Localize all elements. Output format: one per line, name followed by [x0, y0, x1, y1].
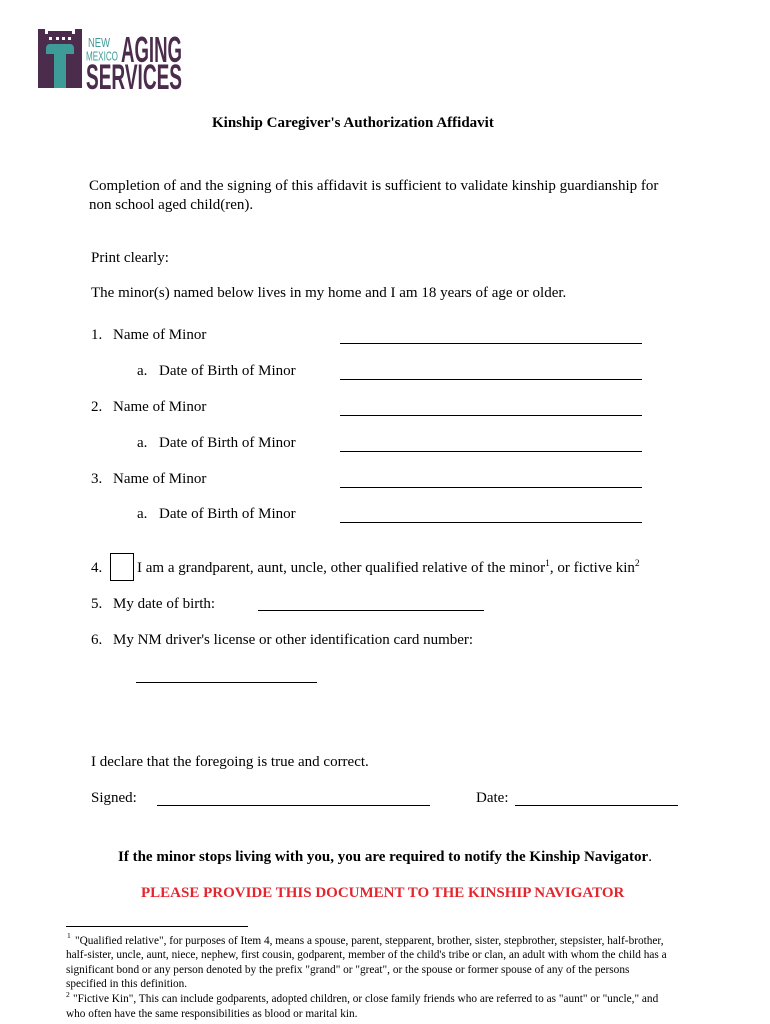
signature-field[interactable]	[157, 789, 430, 806]
logo-word-mexico: MEXICO	[86, 48, 118, 64]
relative-statement-text-end: , or fictive kin	[549, 560, 635, 576]
relative-statement	[137, 559, 640, 577]
building-parapet-center	[48, 31, 72, 35]
residence-statement: The minor(s) named below lives in my home and I am 18 years of age or older.	[91, 285, 567, 301]
footnote-1-number: 1	[67, 931, 71, 940]
notify-notice	[118, 848, 652, 866]
footnote-1-line-3: significant bond or any person denoted by the prefix "grand" or "great", or the spouse or former spouse of any of the persons	[66, 964, 630, 976]
date-label: Date:	[476, 790, 509, 806]
minor-1-name-label: Name of Minor	[113, 327, 207, 343]
minor-3-name-label: Name of Minor	[113, 471, 207, 487]
minor-3-dob-letter: a.	[137, 506, 148, 522]
print-clearly-label: Print clearly:	[91, 250, 169, 266]
minor-1-dob-label: Date of Birth of Minor	[159, 363, 296, 379]
footnote-2-line-1: "Fictive Kin", This can include godparents, adopted children, or close family friends who are referred to as "aunt" or "uncle," and	[73, 993, 659, 1005]
minor-3-name-field[interactable]	[340, 471, 642, 488]
minor-2-number: 2.	[91, 399, 103, 415]
relative-checkbox[interactable]	[110, 553, 134, 581]
nm-aging-services-logo	[36, 26, 186, 92]
declaration-text: I declare that the foregoing is true and correct.	[91, 754, 369, 770]
building-parapet-right	[75, 29, 82, 35]
minor-1-name-field[interactable]	[340, 327, 642, 344]
footnote-2-number: 2	[66, 990, 70, 999]
minor-2-dob-label: Date of Birth of Minor	[159, 435, 296, 451]
footnote-2-line-2: who often have the same responsibilities as blood or marital kin.	[66, 1008, 358, 1020]
footnote-ref-2: 2	[634, 559, 640, 569]
minor-1-dob-field[interactable]	[340, 363, 642, 380]
minor-1-number: 1.	[91, 327, 103, 343]
item-6-number: 6.	[91, 632, 103, 648]
footnote-ref-1: 1	[545, 559, 550, 569]
notify-notice-period: .	[648, 849, 652, 865]
minor-2-dob-field[interactable]	[340, 435, 642, 452]
footnote-separator	[66, 926, 248, 927]
logo-word-new: NEW	[88, 35, 111, 50]
document-title: Kinship Caregiver's Authorization Affidavit	[212, 115, 494, 131]
minor-2-name-field[interactable]	[340, 399, 642, 416]
building-viga	[68, 37, 71, 40]
minor-2-dob-letter: a.	[137, 435, 148, 451]
building-parapet-left	[38, 29, 45, 35]
item-4-number: 4.	[91, 560, 103, 576]
building-viga	[62, 37, 65, 40]
date-field[interactable]	[515, 789, 678, 806]
notify-notice-text: If the minor stops living with you, you are required to notify the Kinship Navigator	[118, 849, 649, 865]
caregiver-dob-field[interactable]	[258, 594, 484, 611]
navigator-instruction: PLEASE PROVIDE THIS DOCUMENT TO THE KINSHIP NAVIGATOR	[141, 885, 625, 901]
minor-3-number: 3.	[91, 471, 103, 487]
footnote-1-line-4: specified in this definition.	[66, 978, 188, 990]
building-viga	[56, 37, 59, 40]
building-icon	[38, 29, 82, 88]
caregiver-dob-label: My date of birth:	[113, 596, 216, 612]
footnote-1-line-2: half-sister, uncle, aunt, niece, nephew, first cousin, godparent, member of the child's tribe or clan, an adult with whom the child has a	[66, 949, 667, 961]
building-viga	[49, 37, 52, 40]
logo-word-services: SERVICES	[86, 58, 182, 92]
minor-2-name-label: Name of Minor	[113, 399, 207, 415]
minor-3-dob-field[interactable]	[340, 506, 642, 523]
logo-word-aging: AGING	[121, 29, 182, 70]
minor-3-dob-label: Date of Birth of Minor	[159, 506, 296, 522]
intro-line-1: Completion of and the signing of this affidavit is sufficient to validate kinship guardianship for	[89, 178, 659, 194]
footnote-1-line-1: "Qualified relative", for purposes of Item 4, means a spouse, parent, stepparent, brother, sister, stepbrother, stepsister, half-brother,	[75, 935, 664, 947]
intro-line-2: non school aged child(ren).	[89, 197, 254, 213]
minor-1-dob-letter: a.	[137, 363, 148, 379]
id-number-field[interactable]	[136, 666, 317, 683]
item-5-number: 5.	[91, 596, 103, 612]
relative-statement-text: I am a grandparent, aunt, uncle, other qualified relative of the minor	[137, 560, 546, 576]
id-number-label: My NM driver's license or other identification card number:	[113, 632, 474, 648]
signed-label: Signed:	[91, 790, 137, 806]
